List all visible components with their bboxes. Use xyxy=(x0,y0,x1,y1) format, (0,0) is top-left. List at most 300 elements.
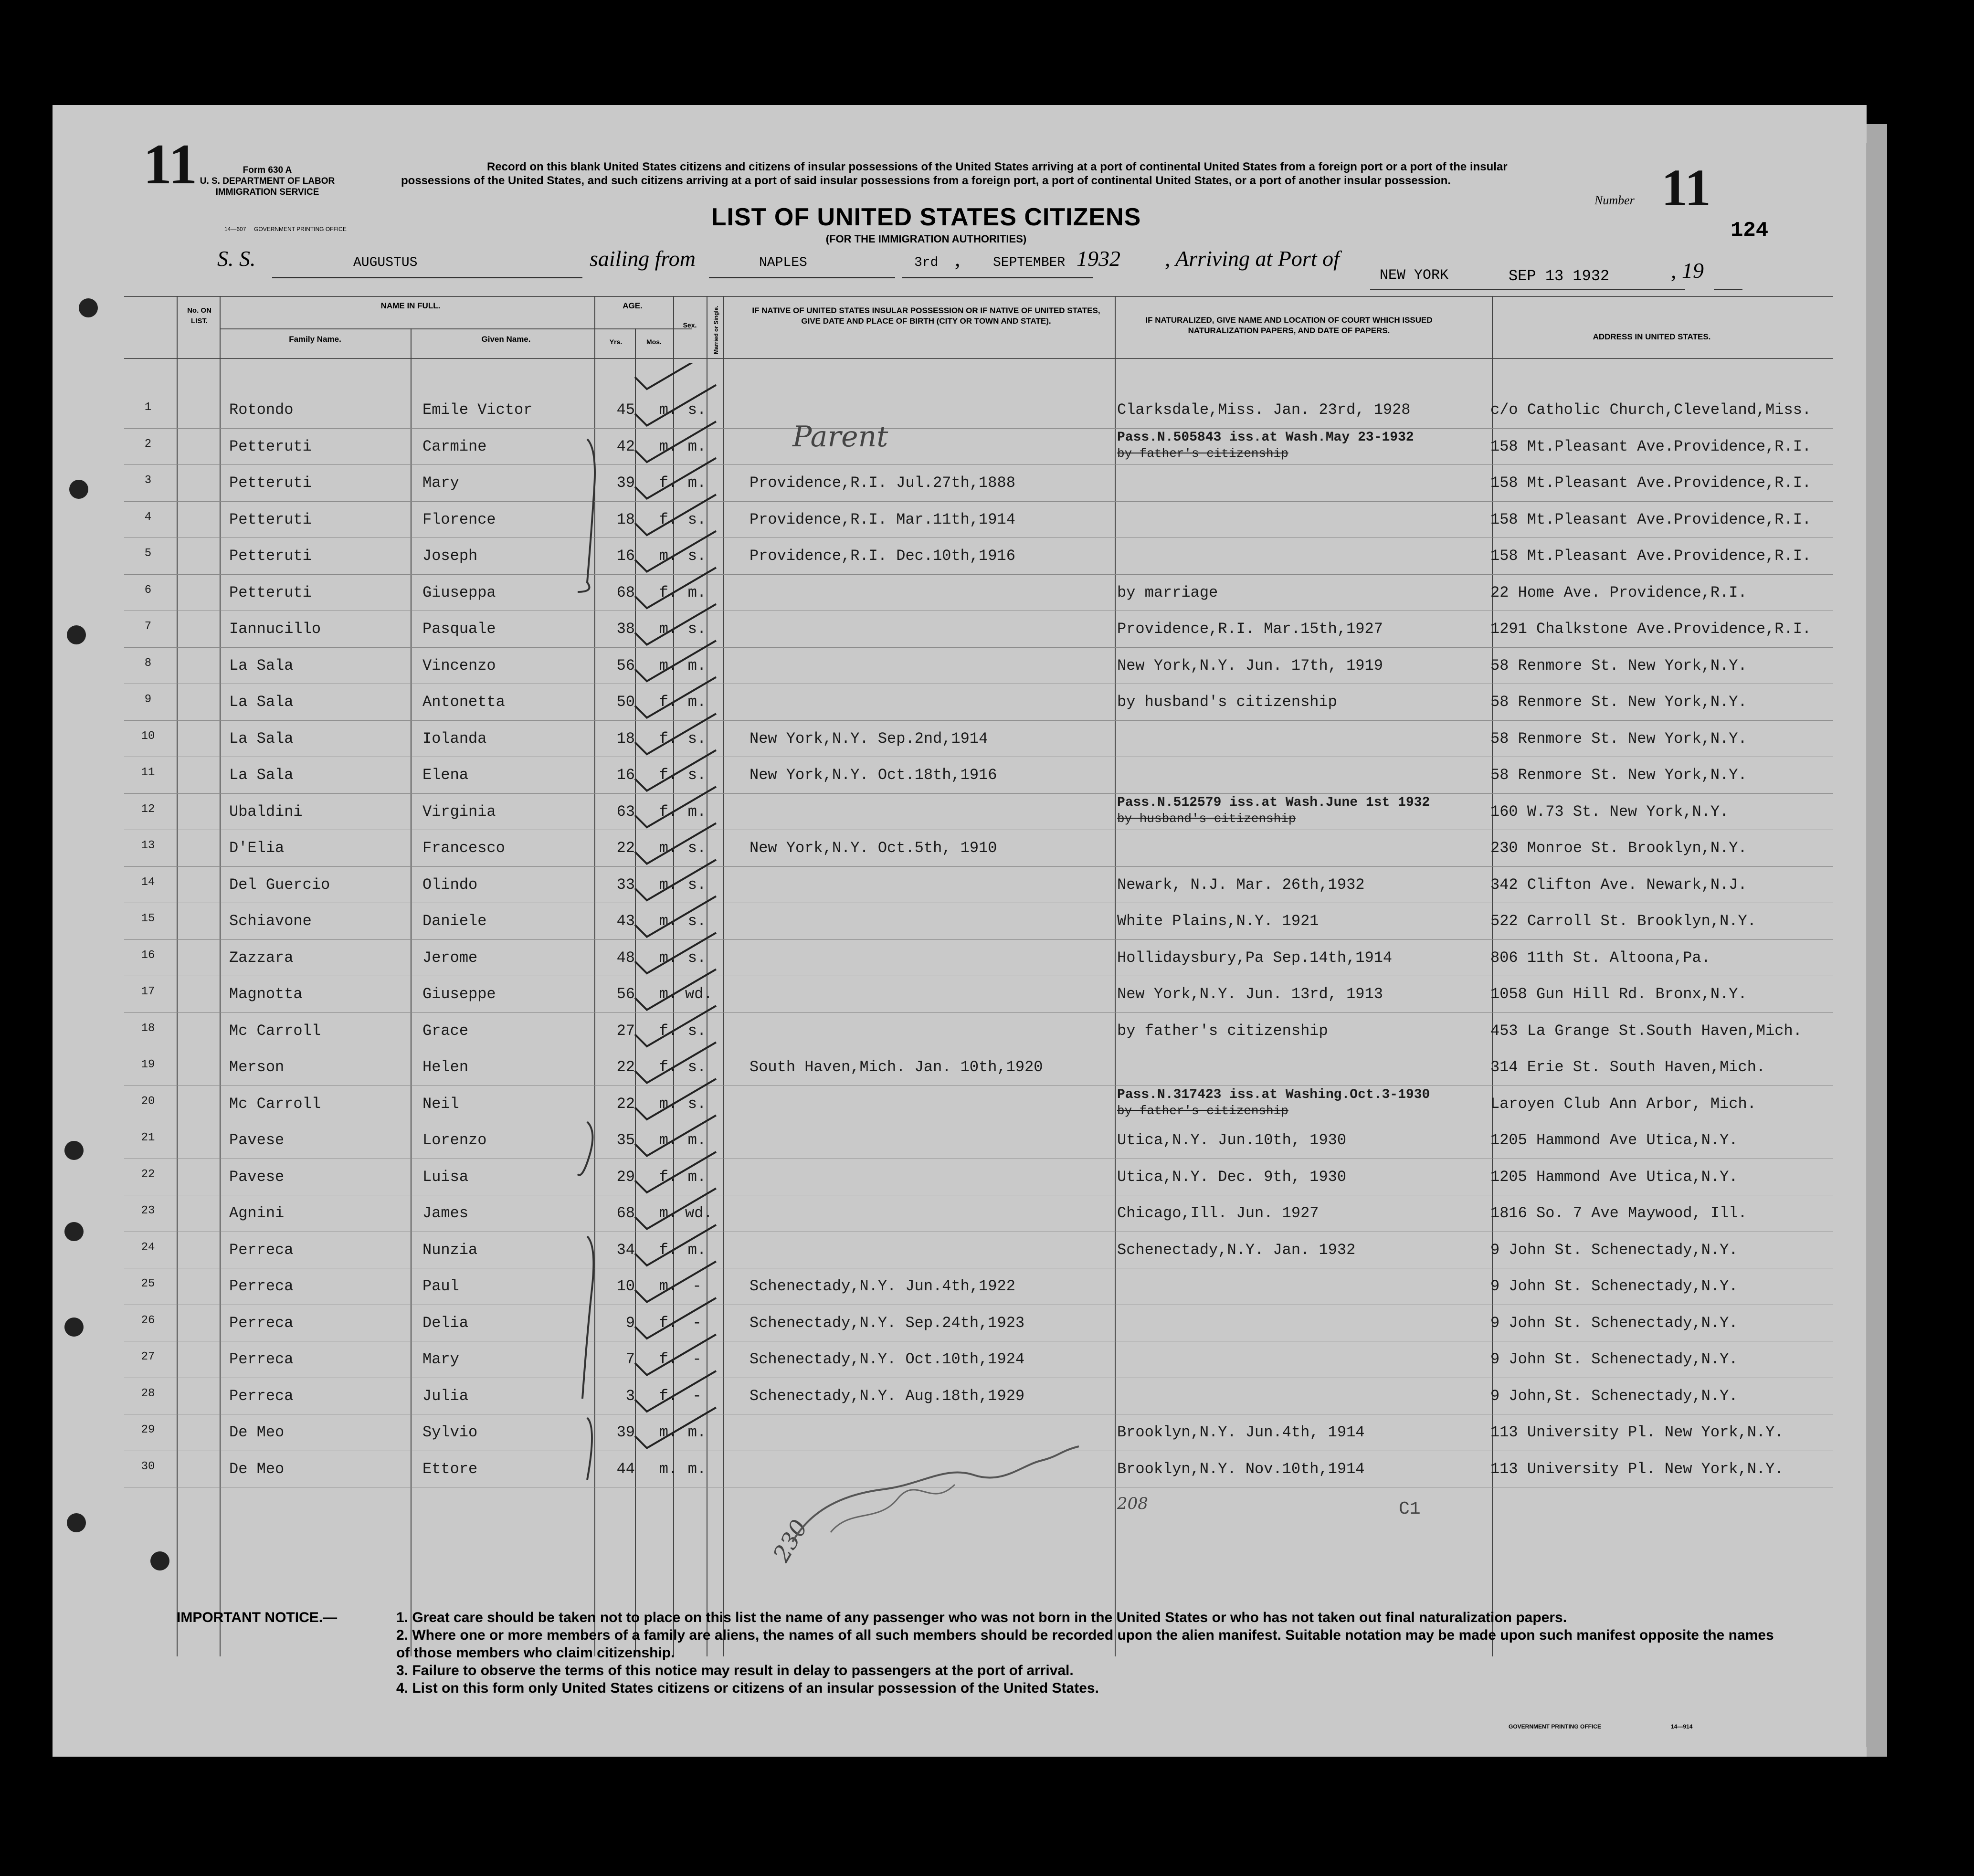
check-mark xyxy=(635,1371,716,1412)
sex: f. xyxy=(659,802,678,821)
row-number: 24 xyxy=(141,1241,155,1254)
family-name: Iannucillo xyxy=(229,620,321,638)
row-number: 14 xyxy=(141,875,155,889)
check-mark xyxy=(635,495,716,535)
age-years: 33 xyxy=(616,875,635,894)
given-name: Francesco xyxy=(422,839,505,857)
signature-scribble xyxy=(773,1437,1108,1561)
us-address: 9 John,St. Schenectady,N.Y. xyxy=(1490,1387,1738,1405)
table-row xyxy=(124,976,1833,1012)
age-years: 45 xyxy=(616,401,635,419)
given-name: Luisa xyxy=(422,1168,469,1186)
marital-status: s. xyxy=(687,1058,707,1076)
given-name: Carmine xyxy=(422,437,487,455)
row-number: 28 xyxy=(141,1387,155,1400)
marital-status: s. xyxy=(687,729,707,748)
date-underline xyxy=(902,277,1093,278)
sex: f. xyxy=(659,583,678,601)
row-number: 20 xyxy=(141,1095,155,1108)
us-address: 522 Carroll St. Brooklyn,N.Y. xyxy=(1490,912,1756,930)
check-mark xyxy=(635,750,716,791)
naturalization: by marriage xyxy=(1117,583,1218,601)
col-header-naturalized: IF NATURALIZED, GIVE NAME AND LOCATION OF COURT WHICH ISSUED NATURALIZATION PAPERS, AND DATE OF PAPERS. xyxy=(1145,316,1433,335)
given-name: Julia xyxy=(422,1387,469,1405)
punch-hole xyxy=(67,625,86,644)
us-address: 342 Clifton Ave. Newark,N.J. xyxy=(1490,875,1747,894)
check-mark xyxy=(635,1006,716,1046)
table-row xyxy=(124,757,1833,793)
given-name: Elena xyxy=(422,766,469,784)
row-number: 2 xyxy=(144,437,152,451)
age-years: 39 xyxy=(616,1423,635,1441)
age-years: 42 xyxy=(616,437,635,455)
us-address: 113 University Pl. New York,N.Y. xyxy=(1490,1423,1784,1441)
given-name: Antonetta xyxy=(422,693,505,711)
given-name: Vincenzo xyxy=(422,656,496,675)
arrival-underline xyxy=(1370,289,1685,290)
given-name: Giuseppe xyxy=(422,985,496,1003)
birth-place-date: Schenectady,N.Y. Oct.10th,1924 xyxy=(749,1350,1025,1368)
family-name: Perreca xyxy=(229,1277,294,1295)
us-address: c/o Catholic Church,Cleveland,Miss. xyxy=(1490,401,1812,419)
age-years: 16 xyxy=(616,766,635,784)
marital-status: m. xyxy=(687,1241,707,1259)
table-row xyxy=(124,464,1833,501)
given-name: Jerome xyxy=(422,949,478,967)
row-number: 19 xyxy=(141,1058,155,1071)
family-name: Magnotta xyxy=(229,985,303,1003)
check-mark xyxy=(635,970,716,1010)
table-row xyxy=(124,611,1833,647)
check-mark xyxy=(635,641,716,681)
table-row xyxy=(124,684,1833,720)
sex: f. xyxy=(659,1022,678,1040)
check-mark xyxy=(635,1116,716,1156)
age-years: 22 xyxy=(616,1095,635,1113)
sex: m. xyxy=(659,437,678,455)
age-years: 48 xyxy=(616,949,635,967)
check-mark xyxy=(635,531,716,572)
sex: m. xyxy=(659,912,678,930)
port-from: NAPLES xyxy=(759,255,807,270)
naturalization: Brooklyn,N.Y. Nov.10th,1914 xyxy=(1117,1460,1365,1478)
punch-hole xyxy=(64,1222,84,1241)
check-mark xyxy=(635,1152,716,1192)
sex: f. xyxy=(659,1350,678,1368)
marital-status: s. xyxy=(687,839,707,857)
row-number: 30 xyxy=(141,1460,155,1473)
check-mark xyxy=(635,604,716,645)
row-number: 4 xyxy=(144,510,152,524)
ss-label: S. S. xyxy=(217,246,256,271)
age-years: 68 xyxy=(616,583,635,601)
punch-hole xyxy=(67,1513,86,1532)
naturalization: by husband's citizenship xyxy=(1117,693,1337,711)
us-address: 1291 Chalkstone Ave.Providence,R.I. xyxy=(1490,620,1812,638)
family-name: Rotondo xyxy=(229,401,294,419)
check-mark xyxy=(635,1335,716,1375)
sex: f. xyxy=(659,1387,678,1405)
check-mark xyxy=(635,896,716,937)
naturalization: Hollidaysbury,Pa Sep.14th,1914 xyxy=(1117,949,1393,967)
row-number: 21 xyxy=(141,1131,155,1144)
age-years: 35 xyxy=(616,1131,635,1149)
marital-status: s. xyxy=(687,401,707,419)
row-number: 29 xyxy=(141,1423,155,1436)
sex: f. xyxy=(659,693,678,711)
form-info xyxy=(186,165,348,198)
row-number: 18 xyxy=(141,1022,155,1035)
us-address: 58 Renmore St. New York,N.Y. xyxy=(1490,693,1747,711)
arriving-label: , Arriving at Port of xyxy=(1165,246,1340,271)
birth-place-date: New York,N.Y. Sep.2nd,1914 xyxy=(749,729,988,748)
us-address: 58 Renmore St. New York,N.Y. xyxy=(1490,766,1747,784)
us-address: 58 Renmore St. New York,N.Y. xyxy=(1490,729,1747,748)
family-name: Petteruti xyxy=(229,547,312,565)
row-number: 9 xyxy=(144,693,152,706)
row-number: 17 xyxy=(141,985,155,998)
check-mark xyxy=(635,933,716,973)
age-years: 56 xyxy=(616,656,635,675)
check-mark xyxy=(635,677,716,718)
naturalization: Clarksdale,Miss. Jan. 23rd, 1928 xyxy=(1117,401,1411,419)
form-print-code xyxy=(224,226,347,232)
family-name: Pavese xyxy=(229,1131,285,1149)
notice-lead: IMPORTANT NOTICE.— xyxy=(177,1610,338,1625)
check-mark xyxy=(635,422,716,462)
naturalization-struck: by husband's citizenship xyxy=(1117,811,1296,826)
punch-hole xyxy=(69,480,88,499)
given-name: Emile Victor xyxy=(422,401,533,419)
naturalization: Brooklyn,N.Y. Jun.4th, 1914 xyxy=(1117,1423,1365,1441)
table-row xyxy=(124,939,1833,976)
family-name: Mc Carroll xyxy=(229,1095,321,1113)
row-number: 27 xyxy=(141,1350,155,1363)
family-name: De Meo xyxy=(229,1423,285,1441)
table-row xyxy=(124,1086,1833,1122)
sex: m. xyxy=(659,656,678,675)
age-years: 18 xyxy=(616,729,635,748)
us-address: 160 W.73 St. New York,N.Y. xyxy=(1490,802,1729,821)
sex: f. xyxy=(659,510,678,528)
given-name: Grace xyxy=(422,1022,469,1040)
naturalization: by father's citizenship xyxy=(1117,1022,1328,1040)
table-row xyxy=(124,1268,1833,1304)
naturalization: White Plains,N.Y. 1921 xyxy=(1117,912,1319,930)
sex: f. xyxy=(659,1314,678,1332)
us-address: 158 Mt.Pleasant Ave.Providence,R.I. xyxy=(1490,474,1812,492)
marital-status: m. xyxy=(687,1460,707,1478)
corner-number: 11 xyxy=(143,132,198,196)
given-name: Nunzia xyxy=(422,1241,478,1259)
given-name: James xyxy=(422,1204,469,1222)
sex: m. xyxy=(659,839,678,857)
given-name: Florence xyxy=(422,510,496,528)
check-mark xyxy=(635,1079,716,1119)
sailing-year: 1932 xyxy=(1077,246,1120,271)
table-row xyxy=(124,428,1833,464)
birth-place-date: Providence,R.I. Mar.11th,1914 xyxy=(749,510,1015,528)
family-name: La Sala xyxy=(229,693,294,711)
year-underline xyxy=(1714,289,1742,290)
marital-status: s. xyxy=(687,510,707,528)
age-years: 3 xyxy=(625,1387,635,1405)
table-row xyxy=(124,1012,1833,1049)
given-name: Helen xyxy=(422,1058,469,1076)
row-number: 26 xyxy=(141,1314,155,1327)
us-address: 9 John St. Schenectady,N.Y. xyxy=(1490,1241,1738,1259)
marital-status: s. xyxy=(687,766,707,784)
col-header-birth: IF NATIVE OF UNITED STATES INSULAR POSSESSION OR IF NATIVE OF UNITED STATES, GIVE DATE AND PLACE OF BIRTH (CITY OR TOWN AND STATE). xyxy=(752,306,1100,326)
page-number: 124 xyxy=(1731,219,1769,242)
naturalization-struck: by father's citizenship xyxy=(1117,446,1288,461)
naturalization-struck: by father's citizenship xyxy=(1117,1103,1288,1118)
marital-status: s. xyxy=(687,547,707,565)
naturalization: Pass.N.317423 iss.at Washing.Oct.3-1930 xyxy=(1117,1087,1430,1102)
family-name: Del Guercio xyxy=(229,875,330,894)
given-name: Joseph xyxy=(422,547,478,565)
table-row xyxy=(124,1122,1833,1158)
family-name: Merson xyxy=(229,1058,285,1076)
ship-underline xyxy=(272,277,582,278)
table-row xyxy=(124,830,1833,866)
print-code: 14—607 xyxy=(224,226,246,232)
naturalization: Schenectady,N.Y. Jan. 1932 xyxy=(1117,1241,1356,1259)
family-name: Mc Carroll xyxy=(229,1022,321,1040)
naturalization: Providence,R.I. Mar.15th,1927 xyxy=(1117,620,1383,638)
table-row xyxy=(124,538,1833,574)
punch-hole xyxy=(64,1317,84,1337)
sailing-day: 3rd xyxy=(914,255,939,270)
check-mark xyxy=(635,1043,716,1083)
marital-status: wd. xyxy=(685,985,713,1003)
footer-gov-print: GOVERNMENT PRINTING OFFICE xyxy=(1509,1723,1602,1730)
check-mark xyxy=(635,714,716,754)
us-address: 9 John St. Schenectady,N.Y. xyxy=(1490,1350,1738,1368)
marital-status: m. xyxy=(687,1168,707,1186)
naturalization: Pass.N.512579 iss.at Wash.June 1st 1932 xyxy=(1117,795,1430,810)
age-years: 27 xyxy=(616,1022,635,1040)
row-number: 25 xyxy=(141,1277,155,1290)
sex: f. xyxy=(659,1168,678,1186)
table-row xyxy=(124,1195,1833,1231)
check-mark xyxy=(635,458,716,499)
stamp-c1: C1 xyxy=(1399,1499,1421,1519)
check-mark xyxy=(635,385,716,426)
notice-items xyxy=(396,1609,1781,1697)
check-mark xyxy=(635,363,716,389)
table-row xyxy=(124,391,1833,428)
sex: m. xyxy=(659,401,678,419)
given-name: Virginia xyxy=(422,802,496,821)
marital-status: wd. xyxy=(685,1204,713,1222)
family-name: Petteruti xyxy=(229,510,312,528)
given-name: Lorenzo xyxy=(422,1131,487,1149)
family-name: D'Elia xyxy=(229,839,285,857)
given-name: Ettore xyxy=(422,1460,478,1478)
row-number: 7 xyxy=(144,620,152,633)
marital-status: m. xyxy=(687,1423,707,1441)
age-years: 38 xyxy=(616,620,635,638)
birth-place-date: New York,N.Y. Oct.5th, 1910 xyxy=(749,839,997,857)
sailing-comma: , xyxy=(955,246,961,271)
marital-status: s. xyxy=(687,949,707,967)
family-name: Schiavone xyxy=(229,912,312,930)
check-mark xyxy=(635,860,716,900)
marital-status: m. xyxy=(687,1131,707,1149)
us-address: 158 Mt.Pleasant Ave.Providence,R.I. xyxy=(1490,510,1812,528)
notice-item: 3. Failure to observe the terms of this notice may result in delay to passengers at the port of arrival. xyxy=(396,1663,1074,1678)
col-header-no: No. ON LIST. xyxy=(187,306,211,325)
check-mark xyxy=(635,568,716,608)
marital-status: s. xyxy=(687,875,707,894)
table-row xyxy=(124,1232,1833,1268)
sex: m. xyxy=(659,949,678,967)
marital-status: - xyxy=(692,1350,702,1368)
naturalization: Pass.N.505843 iss.at Wash.May 23-1932 xyxy=(1117,430,1414,445)
us-address: Laroyen Club Ann Arbor, Mich. xyxy=(1490,1095,1756,1113)
birth-place-date: New York,N.Y. Oct.18th,1916 xyxy=(749,766,997,784)
sex: m. xyxy=(659,1277,678,1295)
sex: m. xyxy=(659,1095,678,1113)
given-name: Olindo xyxy=(422,875,478,894)
us-address: 314 Erie St. South Haven,Mich. xyxy=(1490,1058,1766,1076)
ship-name: AUGUSTUS xyxy=(353,255,418,270)
given-name: Sylvio xyxy=(422,1423,478,1441)
table-top-line xyxy=(124,296,1833,297)
row-number: 5 xyxy=(144,547,152,560)
given-name: Giuseppa xyxy=(422,583,496,601)
year-prefix: , 19 xyxy=(1671,258,1704,283)
sex: f. xyxy=(659,1058,678,1076)
naturalization: New York,N.Y. Jun. 13rd, 1913 xyxy=(1117,985,1383,1003)
family-name: La Sala xyxy=(229,729,294,748)
given-name: Mary xyxy=(422,1350,459,1368)
family-name: Agnini xyxy=(229,1204,285,1222)
table-row xyxy=(124,1049,1833,1085)
naturalization: Newark, N.J. Mar. 26th,1932 xyxy=(1117,875,1365,894)
table-row xyxy=(124,793,1833,830)
family-name: Petteruti xyxy=(229,474,312,492)
naturalization: Chicago,Ill. Jun. 1927 xyxy=(1117,1204,1319,1222)
table-row xyxy=(124,1159,1833,1195)
sex: f. xyxy=(659,1241,678,1259)
family-name: Petteruti xyxy=(229,583,312,601)
age-years: 34 xyxy=(616,1241,635,1259)
given-name: Daniele xyxy=(422,912,487,930)
row-number: 13 xyxy=(141,839,155,852)
birth-place-date: Providence,R.I. Dec.10th,1916 xyxy=(749,547,1015,565)
list-number: 11 xyxy=(1661,158,1711,217)
col-header-name: NAME IN FULL. xyxy=(380,301,441,310)
family-name: De Meo xyxy=(229,1460,285,1478)
check-marks xyxy=(621,363,812,1795)
footer-code: 14—914 xyxy=(1671,1723,1693,1730)
us-address: 9 John St. Schenectady,N.Y. xyxy=(1490,1277,1738,1295)
family-name: Perreca xyxy=(229,1387,294,1405)
marital-status: m. xyxy=(687,693,707,711)
age-years: 44 xyxy=(616,1460,635,1478)
row-number: 23 xyxy=(141,1204,155,1217)
us-address: 1205 Hammond Ave Utica,N.Y. xyxy=(1490,1131,1738,1149)
age-years: 68 xyxy=(616,1204,635,1222)
notice-item: 4. List on this form only United States citizens or citizens of an insular possession of the United States. xyxy=(396,1680,1099,1696)
marital-status: m. xyxy=(687,437,707,455)
naturalization: Utica,N.Y. Jun.10th, 1930 xyxy=(1117,1131,1347,1149)
family-name: La Sala xyxy=(229,656,294,675)
page-subtitle: (FOR THE IMMIGRATION AUTHORITIES) xyxy=(825,233,1027,245)
row-number: 8 xyxy=(144,656,152,670)
form-number: Form 630 A xyxy=(243,165,292,175)
given-name: Pasquale xyxy=(422,620,496,638)
age-years: 18 xyxy=(616,510,635,528)
us-address: 453 La Grange St.South Haven,Mich. xyxy=(1490,1022,1802,1040)
given-name: Neil xyxy=(422,1095,459,1113)
family-name: Zazzara xyxy=(229,949,294,967)
us-address: 806 11th St. Altoona,Pa. xyxy=(1490,949,1710,967)
given-name: Paul xyxy=(422,1277,459,1295)
record-instructions: Record on this blank United States citizens and citizens of insular possessions of the United States arriving at a port of continental United States from a foreign port or a port of the insular possessions of the United States, and such citizens arriving at a port of said insular possessions from a foreign port, a port of continental United States, or a port of another insular possession. xyxy=(401,160,1508,187)
punch-hole xyxy=(150,1551,169,1570)
us-address: 1205 Hammond Ave Utica,N.Y. xyxy=(1490,1168,1738,1186)
department-name: U. S. DEPARTMENT OF LABOR xyxy=(200,176,335,186)
table-row xyxy=(124,1341,1833,1377)
us-address: 230 Monroe St. Brooklyn,N.Y. xyxy=(1490,839,1747,857)
family-name: Petteruti xyxy=(229,437,312,455)
us-address: 58 Renmore St. New York,N.Y. xyxy=(1490,656,1747,675)
given-name: Iolanda xyxy=(422,729,487,748)
marital-status: - xyxy=(692,1277,702,1295)
marital-status: s. xyxy=(687,912,707,930)
table-row xyxy=(124,574,1833,611)
marital-status: - xyxy=(692,1387,702,1405)
pencil-note-parent: Parent xyxy=(792,420,888,453)
pencil-note-208: 208 xyxy=(1117,1494,1148,1513)
table-row xyxy=(124,903,1833,939)
sex: f. xyxy=(659,474,678,492)
number-label: Number xyxy=(1594,193,1635,207)
naturalization: New York,N.Y. Jun. 17th, 1919 xyxy=(1117,656,1383,675)
us-address: 22 Home Ave. Providence,R.I. xyxy=(1490,583,1747,601)
row-number: 3 xyxy=(144,474,152,487)
age-years: 22 xyxy=(616,1058,635,1076)
marital-status: s. xyxy=(687,620,707,638)
notice-item: 2. Where one or more members of a family are aliens, the names of all such members should be recorded upon the alien manifest. Suitable notation may be made upon such manifest opposite the names of those members who claim citizenship. xyxy=(396,1627,1774,1661)
us-address: 1058 Gun Hill Rd. Bronx,N.Y. xyxy=(1490,985,1747,1003)
sex: m. xyxy=(659,1460,678,1478)
birth-place-date: Schenectady,N.Y. Sep.24th,1923 xyxy=(749,1314,1025,1332)
punch-hole xyxy=(64,1141,84,1160)
table-row xyxy=(124,1378,1833,1414)
sex: m. xyxy=(659,875,678,894)
us-address: 9 John St. Schenectady,N.Y. xyxy=(1490,1314,1738,1332)
marital-status: - xyxy=(692,1314,702,1332)
naturalization: Utica,N.Y. Dec. 9th, 1930 xyxy=(1117,1168,1347,1186)
port-underline xyxy=(709,277,895,278)
us-address: 1816 So. 7 Ave Maywood, Ill. xyxy=(1490,1204,1747,1222)
row-number: 12 xyxy=(141,802,155,816)
col-header-age: AGE. xyxy=(623,301,643,310)
family-name: Perreca xyxy=(229,1314,294,1332)
us-address: 158 Mt.Pleasant Ave.Providence,R.I. xyxy=(1490,547,1812,565)
family-name: Pavese xyxy=(229,1168,285,1186)
table-row xyxy=(124,866,1833,903)
given-name: Mary xyxy=(422,474,459,492)
birth-place-date: Providence,R.I. Jul.27th,1888 xyxy=(749,474,1015,492)
birth-place-date: Schenectady,N.Y. Aug.18th,1929 xyxy=(749,1387,1025,1405)
arrival-date: SEP 13 1932 xyxy=(1509,267,1610,285)
marital-status: m. xyxy=(687,474,707,492)
